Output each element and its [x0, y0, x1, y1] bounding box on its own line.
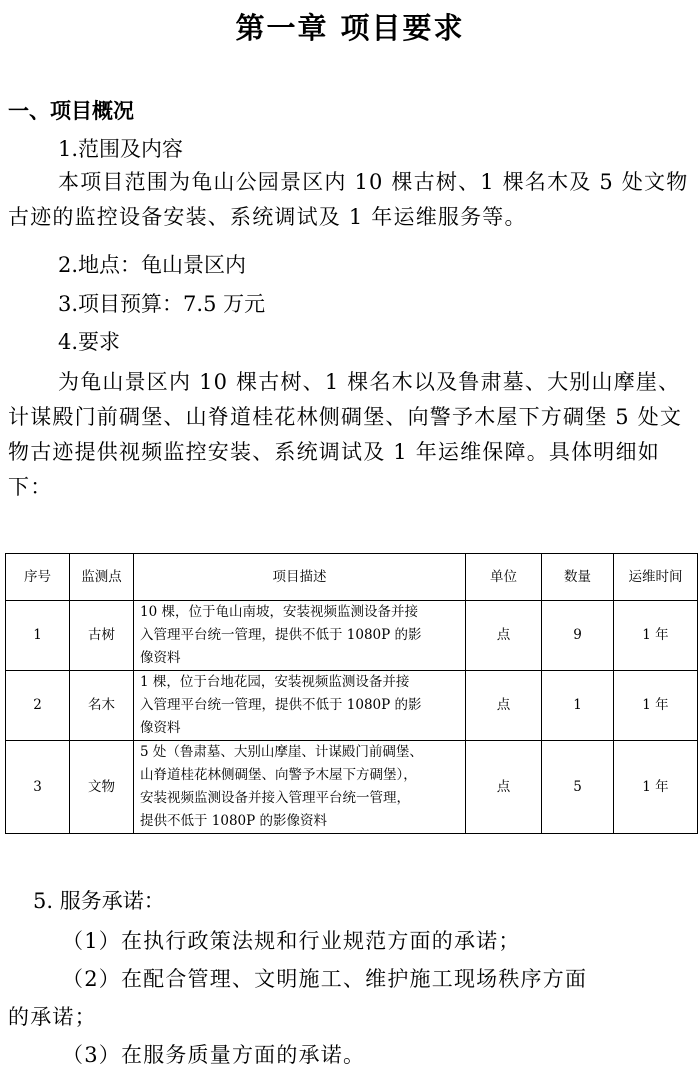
item4-body: 为龟山景区内 10 棵古树、1 棵名木以及鲁肃墓、大别山摩崖、计谋殿门前碉堡、山脊道桂花林侧碉堡、向警予木屋下方碉堡 5 处文物古迹提供视频监控安装、系统调试及 1 年运维保障。具体明细如下： — [8, 370, 683, 499]
cell-point: 古树 — [70, 601, 134, 671]
item1-label: 1.范围及内容 — [58, 137, 184, 161]
desc-line: 入管理平台统一管理，提供不低于 1080P 的影 — [140, 697, 422, 713]
commitment-2: （2）在配合管理、文明施工、维护施工现场秩序方面 — [62, 967, 588, 991]
cell-qty: 1 — [542, 671, 614, 741]
cell-period: 1 年 — [614, 671, 698, 741]
cell-unit: 点 — [466, 601, 542, 671]
cell-point: 文物 — [70, 741, 134, 834]
header-desc: 项目描述 — [134, 554, 466, 601]
table-row — [6, 601, 698, 671]
desc-line: 提供不低于 1080P 的影像资料 — [140, 813, 328, 829]
item4-label: 4.要求 — [58, 330, 121, 354]
cell-qty: 5 — [542, 741, 614, 834]
spec-table — [5, 553, 698, 834]
cell-period: 1 年 — [614, 601, 698, 671]
desc-line: 5 处（鲁肃墓、大别山摩崖、计谋殿门前碉堡、 — [140, 744, 423, 760]
header-qty: 数量 — [542, 554, 614, 601]
cell-desc — [134, 671, 466, 741]
cell-no: 3 — [6, 741, 70, 834]
cell-point: 名木 — [70, 671, 134, 741]
desc-line: 10 棵，位于龟山南坡，安装视频监测设备并接 — [140, 604, 418, 620]
header-period: 运维时间 — [614, 554, 698, 601]
cell-qty: 9 — [542, 601, 614, 671]
desc-line: 像资料 — [140, 650, 181, 666]
cell-no: 1 — [6, 601, 70, 671]
table-row — [6, 671, 698, 741]
item3-budget: 3.项目预算：7.5 万元 — [58, 292, 266, 316]
cell-desc — [134, 741, 466, 834]
header-point: 监测点 — [70, 554, 134, 601]
chapter-title: 第一章 项目要求 — [235, 11, 465, 45]
desc-line: 山脊道桂花林侧碉堡、向警予木屋下方碉堡）， — [140, 767, 417, 783]
commitment-2-continued: 的承诺； — [8, 1005, 97, 1029]
desc-line: 像资料 — [140, 720, 181, 736]
header-no: 序号 — [6, 554, 70, 601]
item2-location: 2.地点：龟山景区内 — [58, 253, 247, 277]
section5-heading: 5. 服务承诺： — [33, 889, 165, 913]
cell-desc — [134, 601, 466, 671]
desc-line: 入管理平台统一管理，提供不低于 1080P 的影 — [140, 627, 422, 643]
desc-line: 1 棵，位于台地花园，安装视频监测设备并接 — [140, 674, 410, 690]
cell-no: 2 — [6, 671, 70, 741]
cell-unit: 点 — [466, 671, 542, 741]
cell-unit: 点 — [466, 741, 542, 834]
table-row — [6, 741, 698, 834]
table-header-row — [6, 554, 698, 601]
commitment-3: （3）在服务质量方面的承诺。 — [62, 1043, 366, 1067]
item1-body: 本项目范围为龟山公园景区内 10 棵古树、1 棵名木及 5 处文物古迹的监控设备安装、系统调试及 1 年运维服务等。 — [8, 170, 689, 229]
cell-period: 1 年 — [614, 741, 698, 834]
header-unit: 单位 — [466, 554, 542, 601]
desc-line: 安装视频监测设备并接入管理平台统一管理， — [140, 790, 410, 806]
commitment-1: （1）在执行政策法规和行业规范方面的承诺； — [62, 929, 521, 953]
section-heading-overview: 一、项目概况 — [8, 98, 134, 123]
